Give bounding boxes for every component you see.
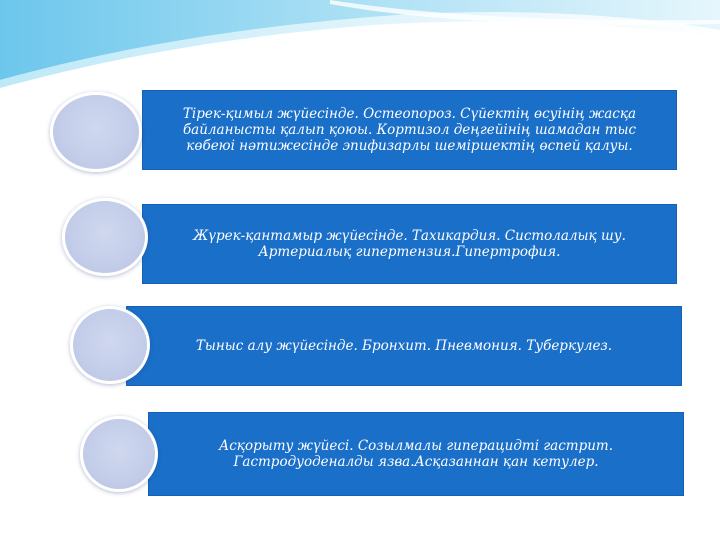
item-bar <box>142 90 677 170</box>
item-text: Тыныс алу жүйесінде. Бронхит. Пневмония. Туберкулез. <box>195 338 613 354</box>
item-bar <box>142 204 677 284</box>
item-text: Жүрек-қантамыр жүйесінде. Тахикардия. Систолалық шу. Артериалық гипертензия.Гипертрофия. <box>193 228 626 260</box>
bullet-circle <box>80 416 158 492</box>
item-bar <box>126 306 682 386</box>
bullet-circle <box>62 198 148 276</box>
bullet-circle <box>70 306 150 384</box>
item-bar <box>148 412 684 496</box>
bullet-circle <box>50 92 142 172</box>
item-text: Тірек-қимыл жүйесінде. Остеопороз. Сүйектің өсуінің жасқа байланысты қалып қоюы. Кортизол деңгейінің шамадан тыс көбеюі нәтижесінде эпифизарлы шеміршектің өспей қалуы. <box>182 106 637 154</box>
item-text: Асқорыту жүйесі. Созылмалы гиперацидті гастрит. Гастродуоденалды язва.Асқазаннан қан кетулер. <box>219 438 613 470</box>
